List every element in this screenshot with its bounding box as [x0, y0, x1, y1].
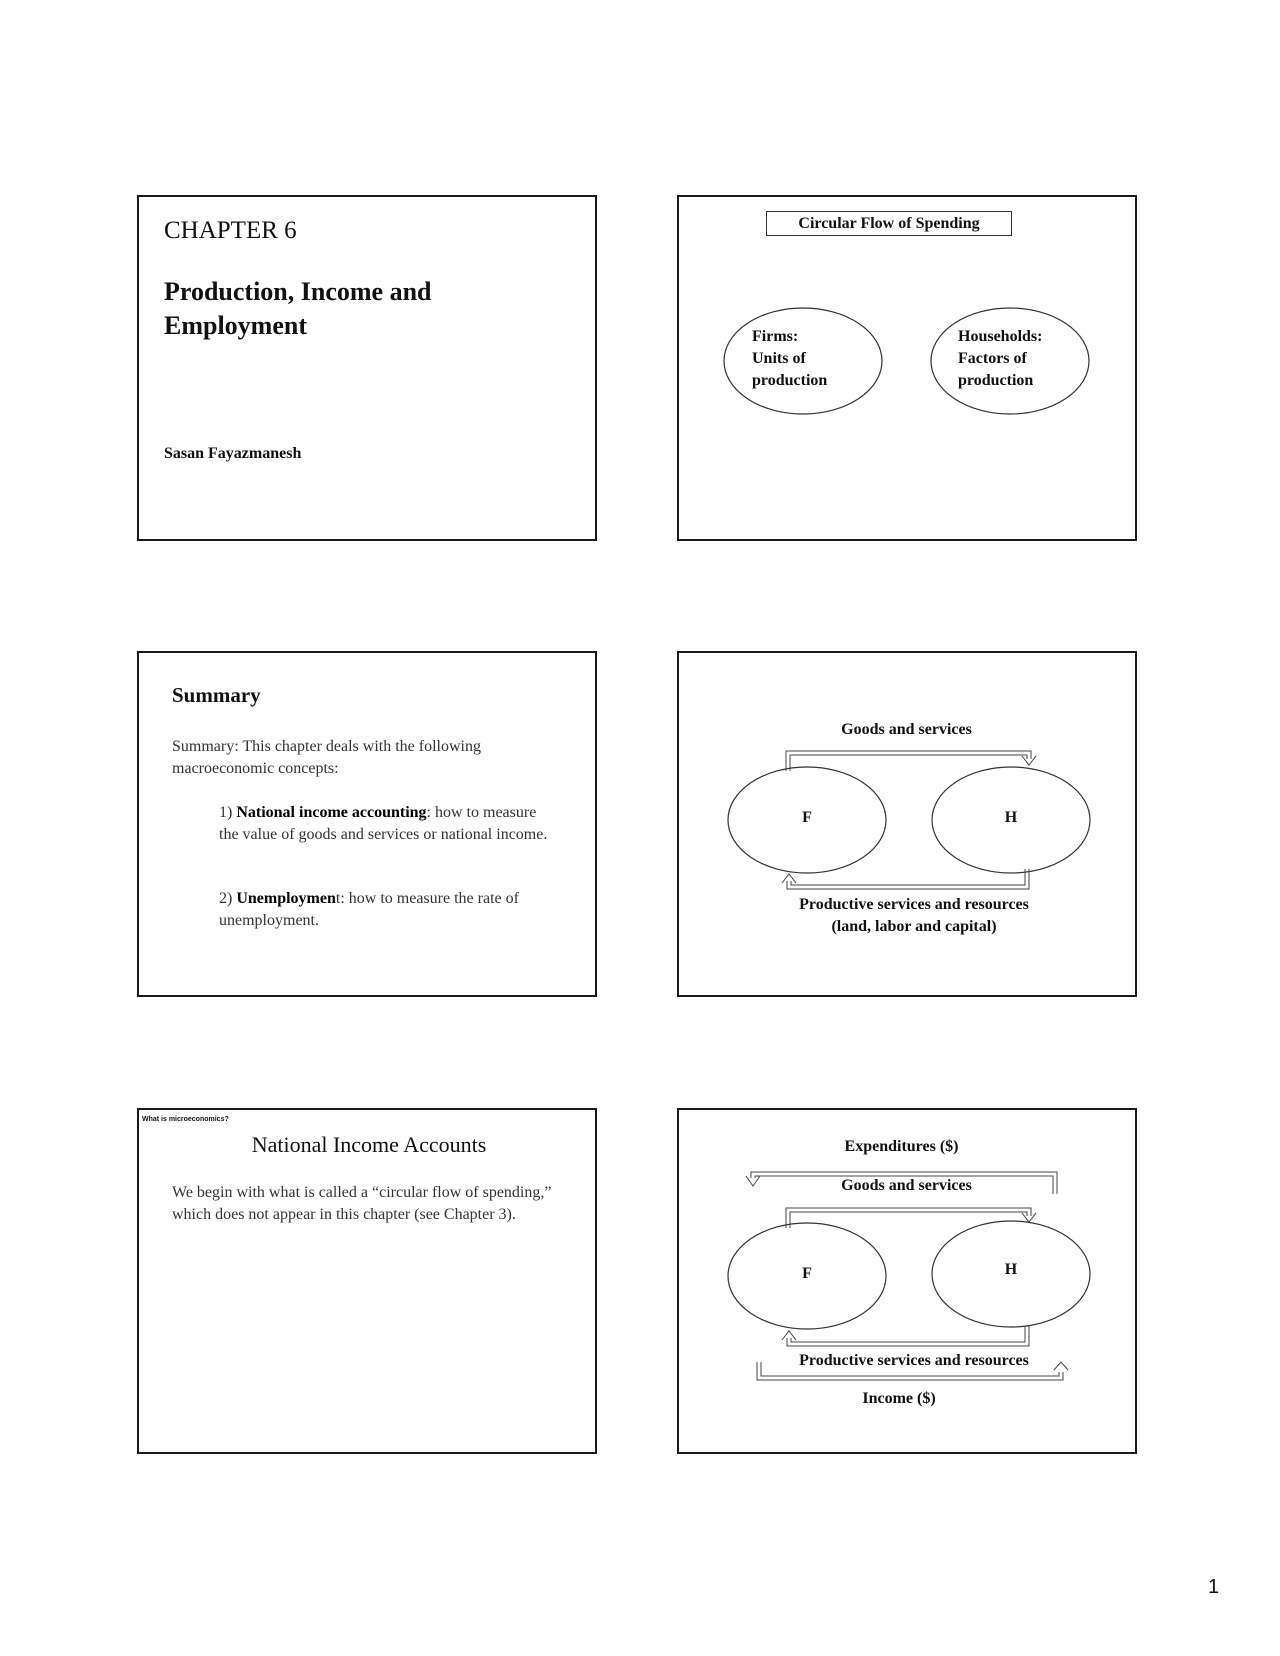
page-number: 1	[1208, 1576, 1220, 1598]
goods-services-label: Goods and services	[841, 1177, 972, 1194]
slide-national-income-accounts	[137, 1108, 597, 1454]
h-node-label: H	[1004, 809, 1018, 826]
productive-services-label: Productive services and resources	[799, 1352, 1029, 1369]
chapter-label: CHAPTER 6	[164, 217, 297, 244]
circular-flow-title: Circular Flow of Spending	[766, 211, 1012, 236]
arrow-head-left	[782, 1331, 796, 1340]
arrow-head-right	[1022, 1213, 1036, 1222]
summary-item-national-income	[219, 802, 559, 846]
slide4-diagram	[679, 653, 1139, 999]
author-name: Sasan Fayazmanesh	[164, 445, 302, 462]
arrow-head-left	[782, 874, 796, 883]
households-line: Households:	[958, 328, 1043, 345]
firms-label	[752, 326, 827, 392]
item-prefix: 2)	[219, 890, 237, 907]
arrow-head-right	[1022, 756, 1036, 765]
slide-circular-flow-title	[677, 195, 1137, 541]
chapter-title-line1: Production, Income and	[164, 277, 432, 306]
corner-header: What is microeconomics?	[142, 1116, 229, 1123]
goods-flow-arrow-inner	[790, 1212, 1027, 1228]
national-income-body: We begin with what is called a “circular flow of spending,” which does not appear in this chapter (see Chapter 3).	[172, 1184, 552, 1223]
firms-line: production	[752, 372, 828, 389]
slide-title	[137, 195, 597, 541]
firms-line: Units of	[752, 350, 806, 367]
expenditures-flow-arrow-inner	[755, 1176, 1053, 1194]
summary-item-unemployment	[219, 888, 559, 932]
goods-services-label: Goods and services	[841, 721, 972, 738]
arrow-head-left	[746, 1176, 760, 1186]
chapter-title	[164, 275, 544, 343]
summary-heading: Summary	[172, 683, 261, 707]
item-term: National income accounting	[236, 804, 427, 821]
f-node-label: F	[802, 1265, 812, 1282]
households-line: production	[958, 372, 1034, 389]
slide-summary	[137, 651, 597, 997]
national-income-heading: National Income Accounts	[251, 1132, 487, 1157]
households-label	[958, 326, 1042, 392]
productive-line2: (land, labor and capital)	[831, 918, 997, 935]
resources-flow-arrow-inner	[791, 1326, 1025, 1342]
productive-services-label	[679, 894, 1149, 938]
expenditures-label: Expenditures ($)	[844, 1138, 959, 1155]
income-label: Income ($)	[862, 1390, 936, 1407]
f-node-label: F	[802, 809, 812, 826]
expenditures-flow-arrow	[751, 1172, 1057, 1194]
summary-intro: Summary: This chapter deals with the following macroeconomic concepts:	[172, 738, 481, 777]
firms-line: Firms:	[752, 328, 799, 345]
item-term: Unemploymen	[236, 890, 336, 907]
slide2-diagram	[679, 197, 1139, 543]
chapter-title-line2: Employment	[164, 311, 307, 340]
productive-line1: Productive services and resources	[799, 896, 1029, 913]
h-node-label: H	[1004, 1261, 1018, 1278]
households-line: Factors of	[958, 350, 1027, 367]
item-prefix: 1)	[219, 804, 237, 821]
resources-flow-arrow	[787, 1326, 1029, 1346]
slide-flow-money	[677, 1108, 1137, 1454]
goods-flow-arrow	[786, 1208, 1031, 1228]
item-desc: : how to measure the value of goods and services or national income.	[219, 804, 548, 843]
slide-flow-goods-resources	[677, 651, 1137, 997]
item-desc: t: how to measure the rate of unemployment.	[219, 890, 519, 929]
